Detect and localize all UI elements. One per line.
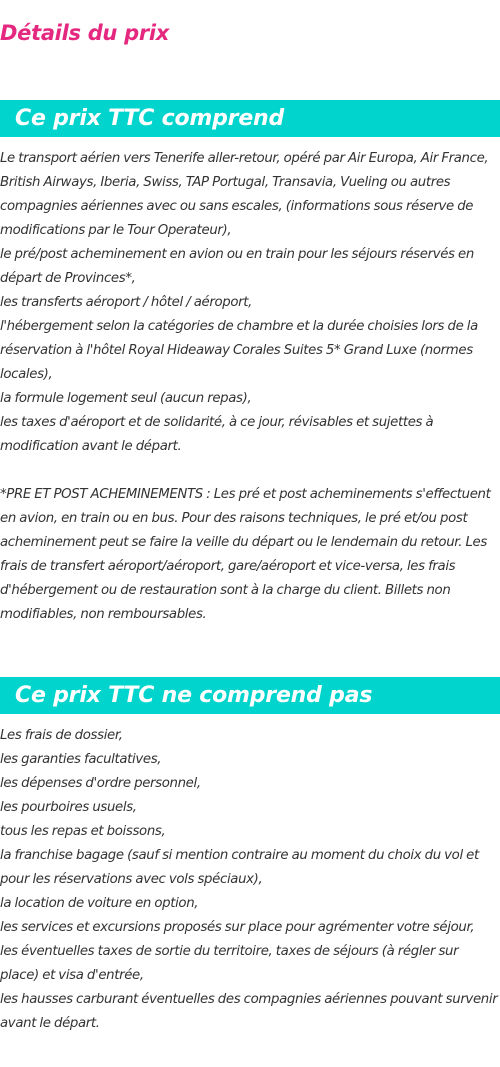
excluded-list [0,724,500,1036]
list-item: Le transport aérien vers Tenerife aller-retour, opéré par Air Europa, Air France, British Airways, Iberia, Swiss, TAP Portugal, Transavia, Vueling ou autres compagnies aériennes avec ou sans escales, (informations sous réserve de modifications par le Tour Operateur), [0,151,489,238]
excluded-section-header [0,677,500,714]
list-item: les hausses carburant éventuelles des compagnies aériennes pouvant survenir avant le départ. [0,992,498,1031]
list-item: les dépenses d'ordre personnel, [0,776,201,791]
included-section-header [0,100,500,137]
list-item: les taxes d'aéroport et de solidarité, à ce jour, révisables et sujettes à modification avant le départ. [0,415,434,454]
included-list [0,147,500,459]
list-item: les transferts aéroport / hôtel / aéroport, [0,295,252,310]
list-item: les garanties facultatives, [0,752,162,767]
page-title: Détails du prix [0,21,170,45]
list-item: Les frais de dossier, [0,728,123,743]
list-item: la location de voiture en option, [0,896,199,911]
list-item: le pré/post acheminement en avion ou en train pour les séjours réservés en départ de Provinces*, [0,247,474,286]
list-item: tous les repas et boissons, [0,824,166,839]
list-item: les pourboires usuels, [0,800,137,815]
list-item: les éventuelles taxes de sortie du territoire, taxes de séjours (à régler sur place) et visa d'entrée, [0,944,459,983]
list-item: la formule logement seul (aucun repas), [0,391,252,406]
list-item: les services et excursions proposés sur place pour agrémenter votre séjour, [0,920,475,935]
list-item: la franchise bagage (sauf si mention contraire au moment du choix du vol et pour les réservations avec vols spéciaux), [0,848,479,887]
included-heading: Ce prix TTC comprend [15,106,285,131]
excluded-heading: Ce prix TTC ne comprend pas [15,683,373,708]
transport-note-text: *PRE ET POST ACHEMINEMENTS : Les pré et post acheminements s'effectuent en avion, en train ou en bus. Pour des raisons techniques, le pré et/ou post acheminement peut se faire la veille du départ ou le lendemain du retour. Les frais de transfert aéroport/aéroport, gare/aéroport et vice-versa, les frais d'hébergement ou de restauration sont à la charge du client. Billets non modifiables, non remboursables. [0,487,491,622]
transport-note [0,483,500,627]
list-item: l'hébergement selon la catégories de chambre et la durée choisies lors de la réservation à l'hôtel Royal Hideaway Corales Suites 5* Grand Luxe (normes locales), [0,319,478,382]
